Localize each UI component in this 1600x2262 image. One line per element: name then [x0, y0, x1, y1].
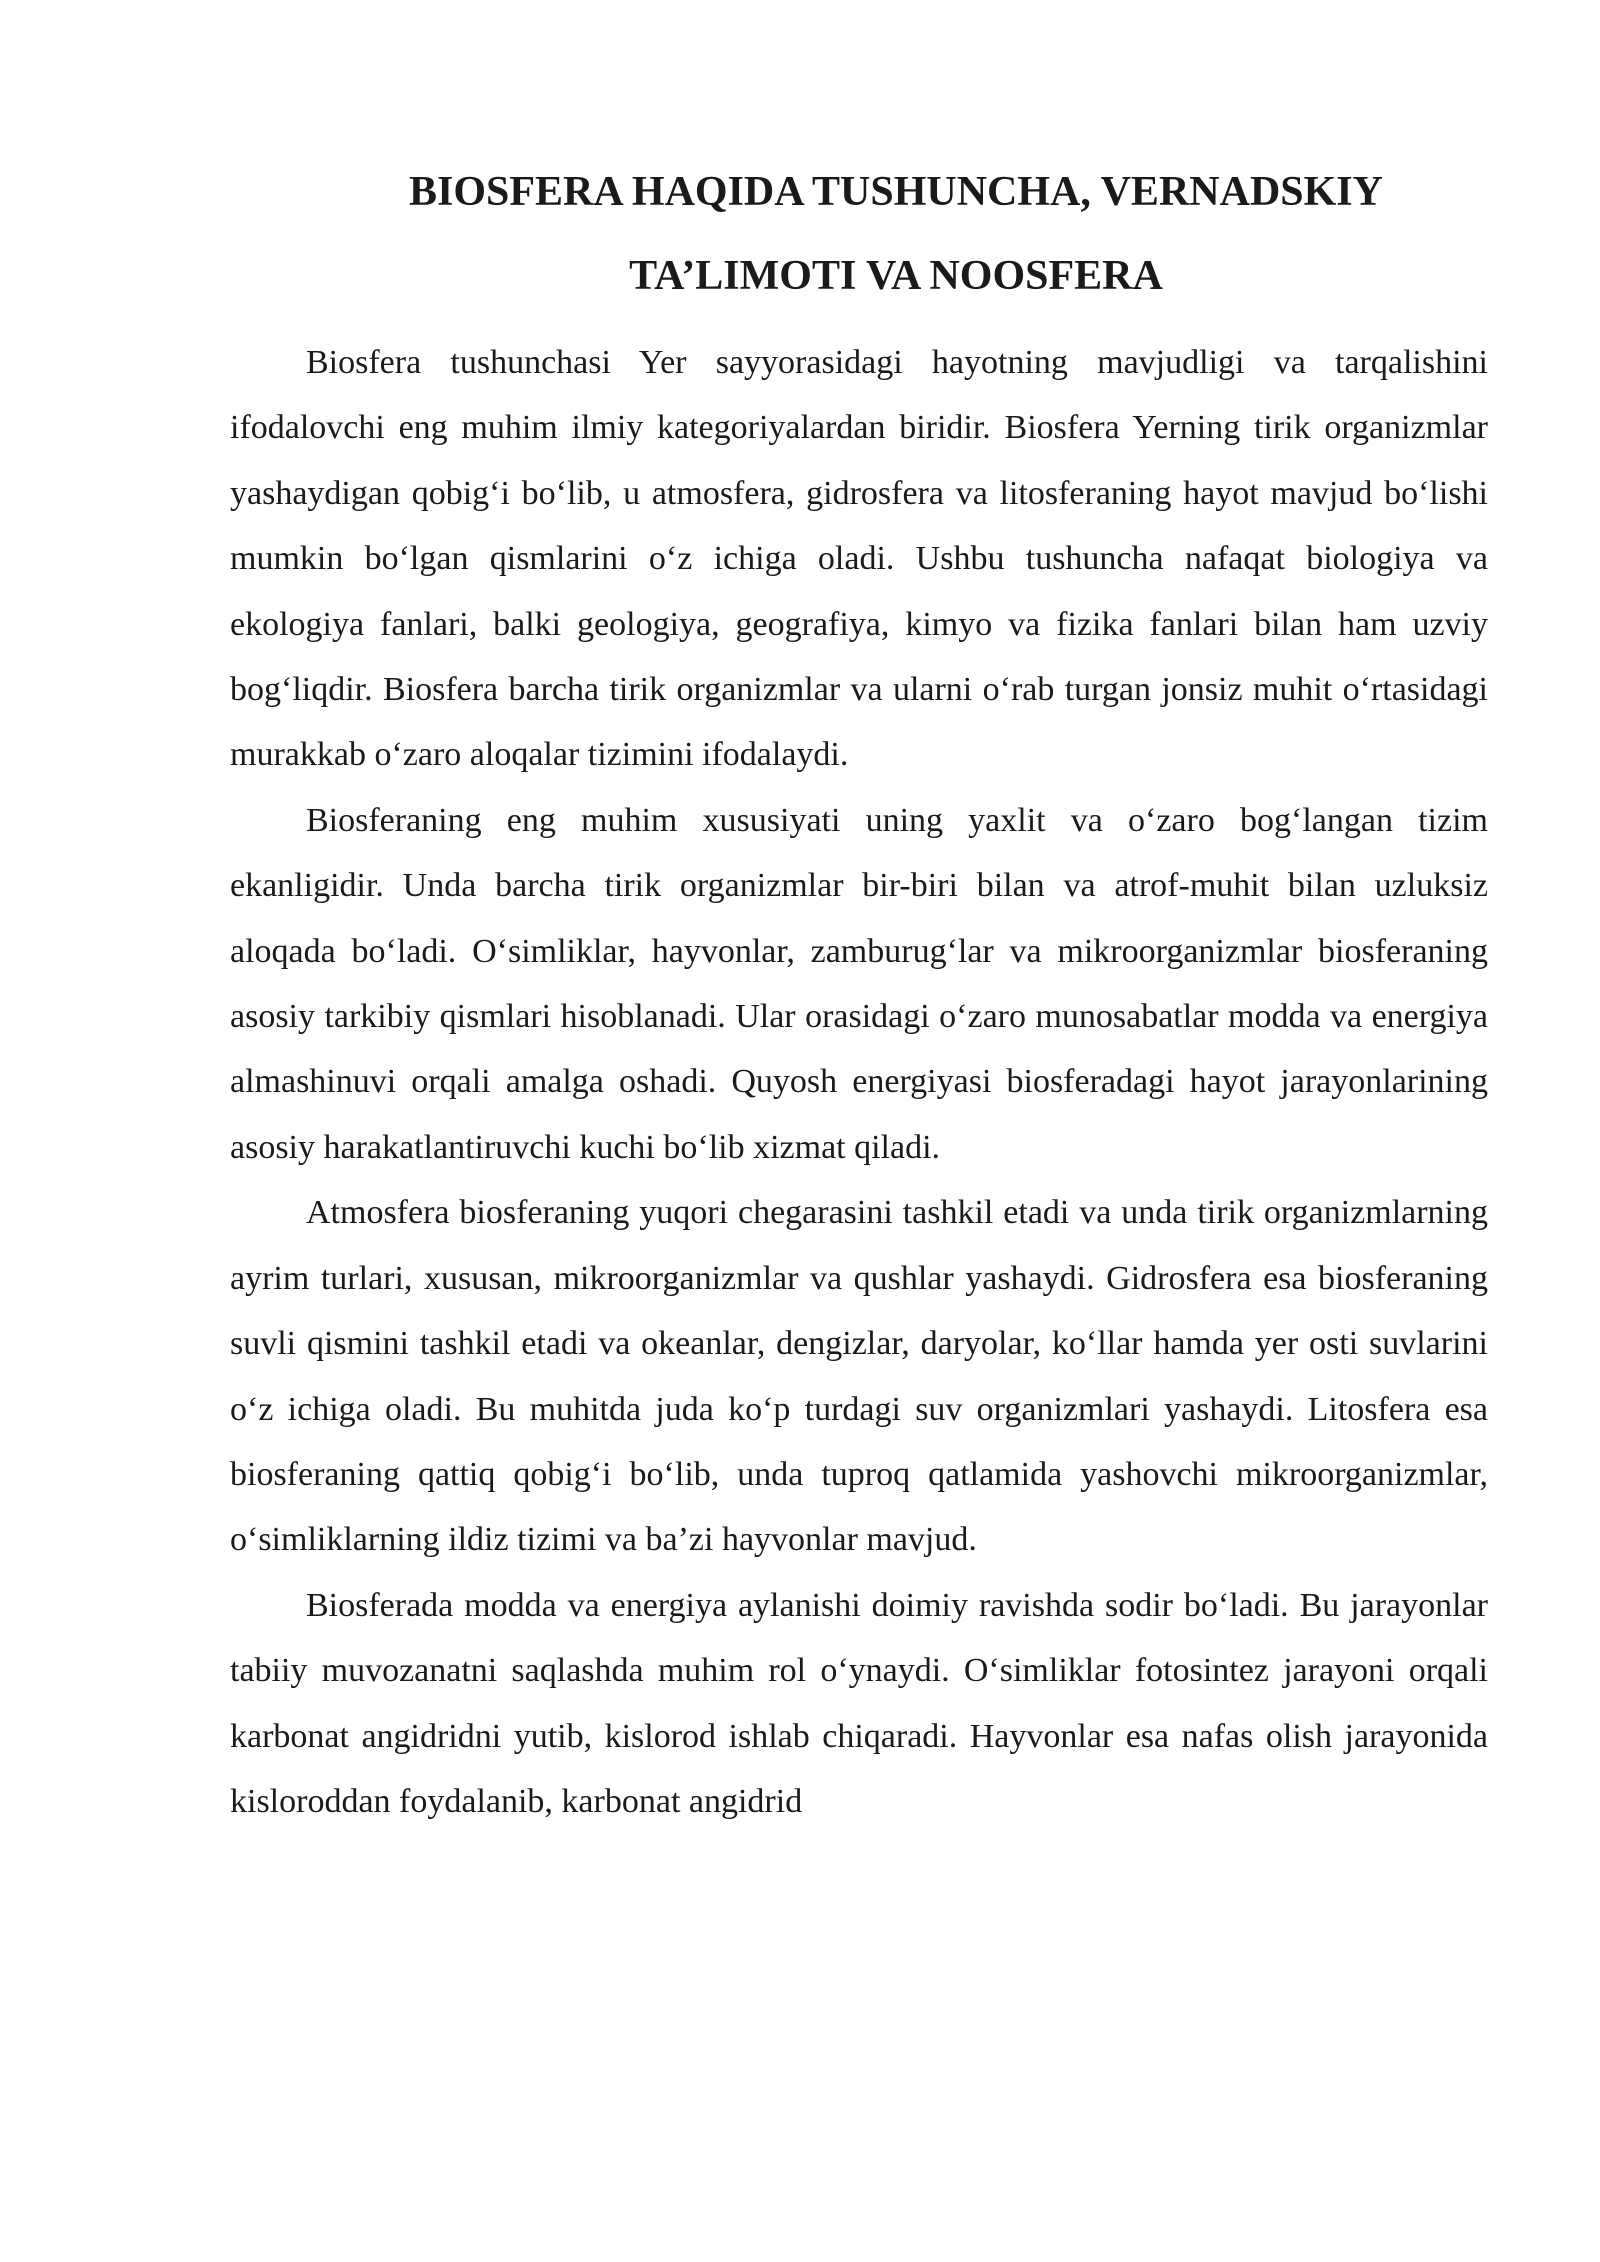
document-title [230, 150, 1488, 318]
title-line-2: TA’LIMOTI VA NOOSFERA [629, 253, 1163, 299]
title-line-1: BIOSFERA HAQIDA TUSHUNCHA, VERNADSKIY [409, 169, 1383, 215]
paragraph-1: Biosfera tushunchasi Yer sayyorasidagi hayotning mavjudligi va tarqalishini ifodalovchi eng muhim ilmiy kategoriyalardan biridir. Biosfera Yerning tirik organizmlar yashaydigan qobig‘i bo‘lib, u atmosfera, gidrosfera va litosferaning hayot mavjud bo‘lishi mumkin bo‘lgan qismlarini o‘z ichiga oladi. Ushbu tushuncha nafaqat biologiya va ekologiya fanlari, balki geologiya, geografiya, kimyo va fizika fanlari bilan ham uzviy bog‘liqdir. Biosfera barcha tirik organizmlar va ularni o‘rab turgan jonsiz muhit o‘rtasidagi murakkab o‘zaro aloqalar tizimini ifodalaydi. [230, 344, 1488, 774]
document-body [230, 150, 1488, 1834]
paragraph-4: Biosferada modda va energiya aylanishi doimiy ravishda sodir bo‘ladi. Bu jarayonlar tabiiy muvozanatni saqlashda muhim rol o‘ynaydi. O‘simliklar fotosintez jarayoni orqali karbonat angidridni yutib, kislorod ishlab chiqaradi. Hayvonlar esa nafas olish jarayonida kisloroddan foydalanib, karbonat angidrid [230, 1586, 1488, 1820]
paragraph-3: Atmosfera biosferaning yuqori chegarasini tashkil etadi va unda tirik organizmlarning ayrim turlari, xususan, mikroorganizmlar va qushlar yashaydi. Gidrosfera esa biosferaning suvli qismini tashkil etadi va okeanlar, dengizlar, daryolar, ko‘llar hamda yer osti suvlarini o‘z ichiga oladi. Bu muhitda juda ko‘p turdagi suv organizmlari yashaydi. Litosfera esa biosferaning qattiq qobig‘i bo‘lib, unda tuproq qatlamida yashovchi mikroorganizmlar, o‘simliklarning ildiz tizimi va ba’zi hayvonlar mavjud. [230, 1194, 1488, 1559]
paragraph-2: Biosferaning eng muhim xususiyati uning yaxlit va o‘zaro bog‘langan tizim ekanligidir. Unda barcha tirik organizmlar bir-biri bilan va atrof-muhit bilan uzluksiz aloqada bo‘ladi. O‘simliklar, hayvonlar, zamburug‘lar va mikroorganizmlar biosferaning asosiy tarkibiy qismlari hisoblanadi. Ular orasidagi o‘zaro munosabatlar modda va energiya almashinuvi orqali amalga oshadi. Quyosh energiyasi biosferadagi hayot jarayonlarining asosiy harakatlantiruvchi kuchi bo‘lib xizmat qiladi. [230, 801, 1488, 1166]
